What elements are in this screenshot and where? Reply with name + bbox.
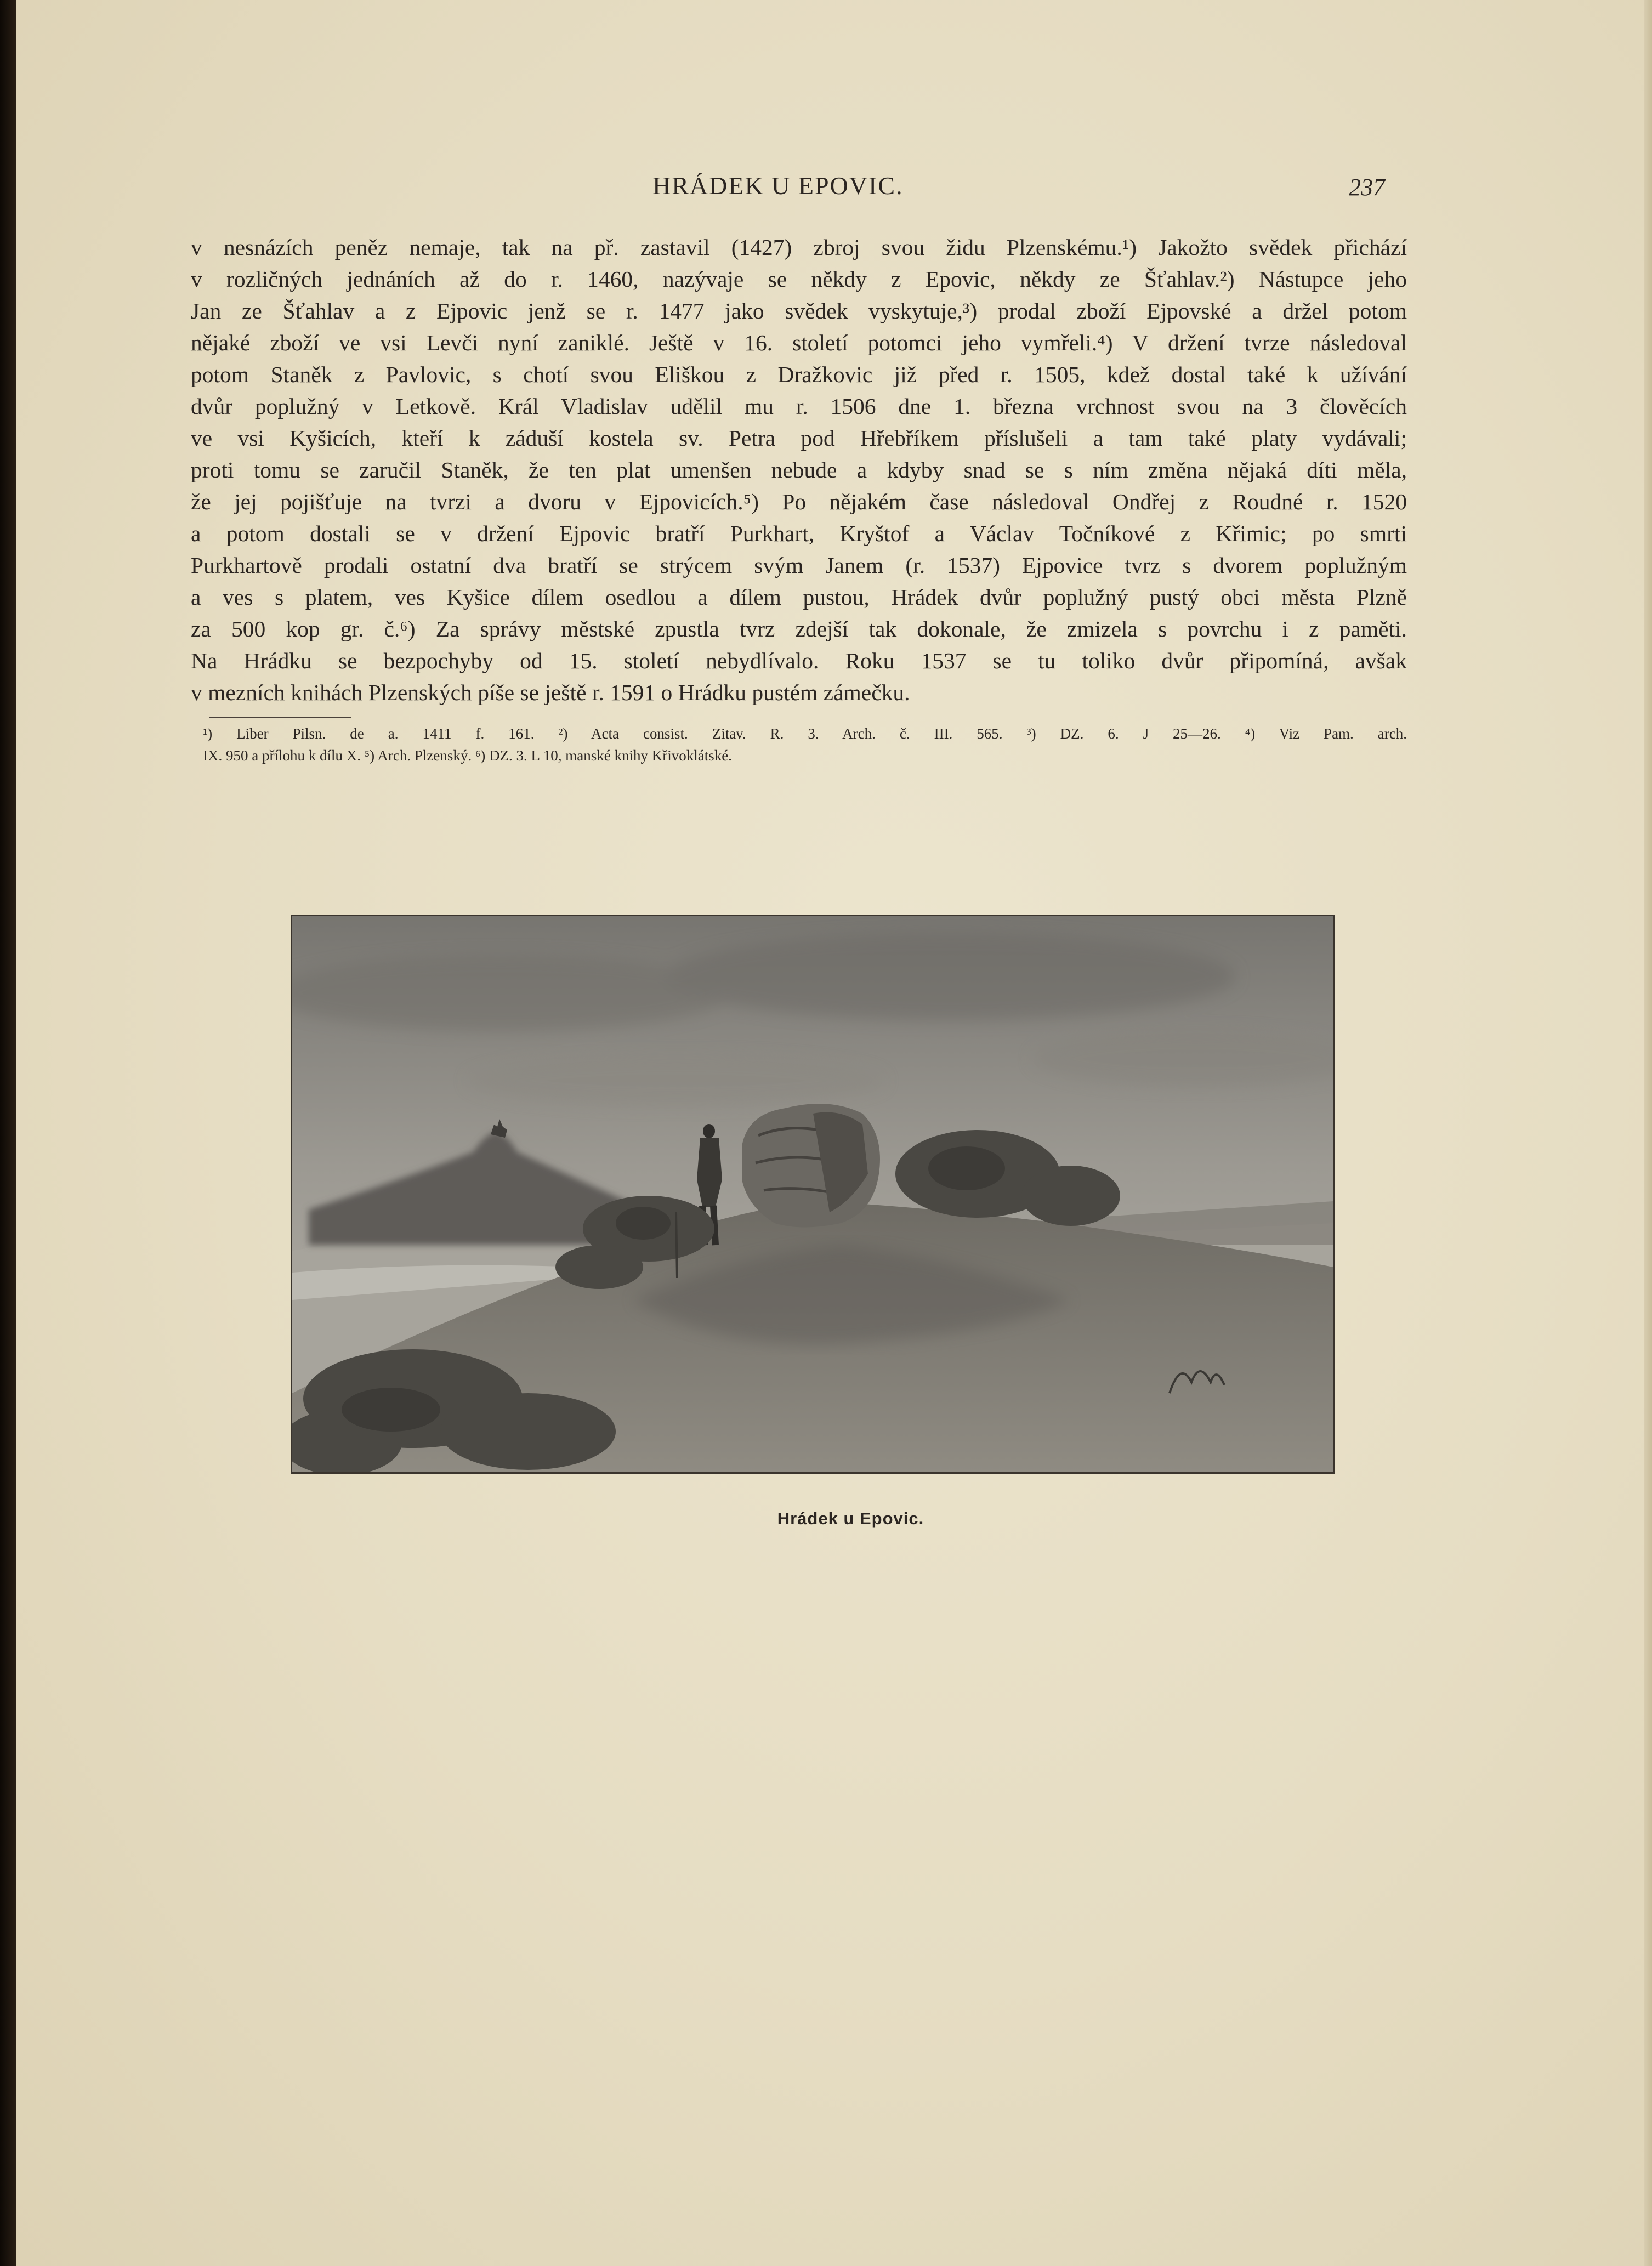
text-line: nějaké zboží ve vsi Levči nyní zaniklé. Ještě v 16. století potomci jeho vymřeli.⁴) V držení tvrze následoval [191, 330, 1407, 355]
text-line: potom Staněk z Pavlovic, s chotí svou Eliškou z Dražkovic již před r. 1505, kdež dostal také k užívání [191, 362, 1407, 387]
post [676, 1212, 677, 1278]
book-page [16, 0, 1652, 2266]
footnote-rule [209, 717, 351, 718]
text-line: Purkhartově prodali ostatní dva bratří se strýcem svým Janem (r. 1537) Ejpovice tvrz s dvorem poplužným [191, 553, 1407, 578]
text-line: proti tomu se zaručil Staněk, že ten plat umenšen nebude a kdyby snad se s ním změna nějaká díti měla, [191, 457, 1407, 482]
text-line: ve vsi Kyšicích, kteří k záduší kostela sv. Petra pod Hřebříkem příslušeli a tam také platy vydávali; [191, 425, 1407, 451]
text-line: za 500 kop gr. č.⁶) Za správy městské zpustla tvrz zdejší tak dokonale, že zmizela s povrchu i z paměti. [191, 616, 1407, 641]
footnote-line: ¹) Liber Pilsn. de a. 1411 f. 161. ²) Acta consist. Zitav. R. 3. Arch. č. III. 565. ³) DZ. 6. J 25—26. ⁴) Viz Pam. arch. [203, 725, 1407, 742]
illustration-drawing [292, 916, 1333, 1472]
body-text [191, 231, 1407, 708]
landscape-illustration [291, 915, 1335, 1474]
text-line: v mezních knihách Plzenských píše se ještě r. 1591 o Hrádku pustém zámečku. [191, 680, 910, 705]
running-title: HRÁDEK U EPOVIC. [652, 172, 904, 200]
footnote-line: IX. 950 a přílohu k dílu X. ⁵) Arch. Plzenský. ⁶) DZ. 3. L 10, manské knihy Křivoklátské. [203, 747, 732, 764]
text-line: že jej pojišťuje na tvrzi a dvoru v Ejpovicích.⁵) Po nějakém čase následoval Ondřej z Roudné r. 1520 [191, 489, 1407, 514]
running-head [16, 171, 1652, 204]
page-number: 237 [1349, 174, 1385, 201]
book-binding-edge [0, 0, 16, 2266]
figure-caption: Hrádek u Epovic. [777, 1509, 924, 1528]
text-line: a ves s platem, ves Kyšice dílem osedlou a dílem pustou, Hrádek dvůr poplužný pustý obci města Plzně [191, 584, 1407, 610]
text-line: a potom dostali se v držení Ejpovic bratří Purkhart, Kryštof a Václav Točníkové z Křimic; po smrti [191, 521, 1407, 546]
text-line: v nesnázích peněz nemaje, tak na př. zastavil (1427) zbroj svou židu Plzenskému.¹) Jakožto svědek přichází [191, 235, 1407, 260]
text-line: dvůr poplužný v Letkově. Král Vladislav udělil mu r. 1506 dne 1. března vrchnost svou na 3 člověcích [191, 394, 1407, 419]
footnotes [203, 723, 1407, 766]
page-edge [1644, 0, 1652, 2266]
text-line: Jan ze Šťahlav a z Ejpovic jenž se r. 1477 jako svědek vyskytuje,³) prodal zboží Ejpovské a držel potom [191, 298, 1407, 323]
text-line: v rozličných jednáních až do r. 1460, nazývaje se někdy z Epovic, někdy ze Šťahlav.²) Nástupce jeho [191, 266, 1407, 292]
text-line: Na Hrádku se bezpochyby od 15. století nebydlívalo. Roku 1537 se tu toliko dvůr připomíná, avšak [191, 648, 1407, 673]
